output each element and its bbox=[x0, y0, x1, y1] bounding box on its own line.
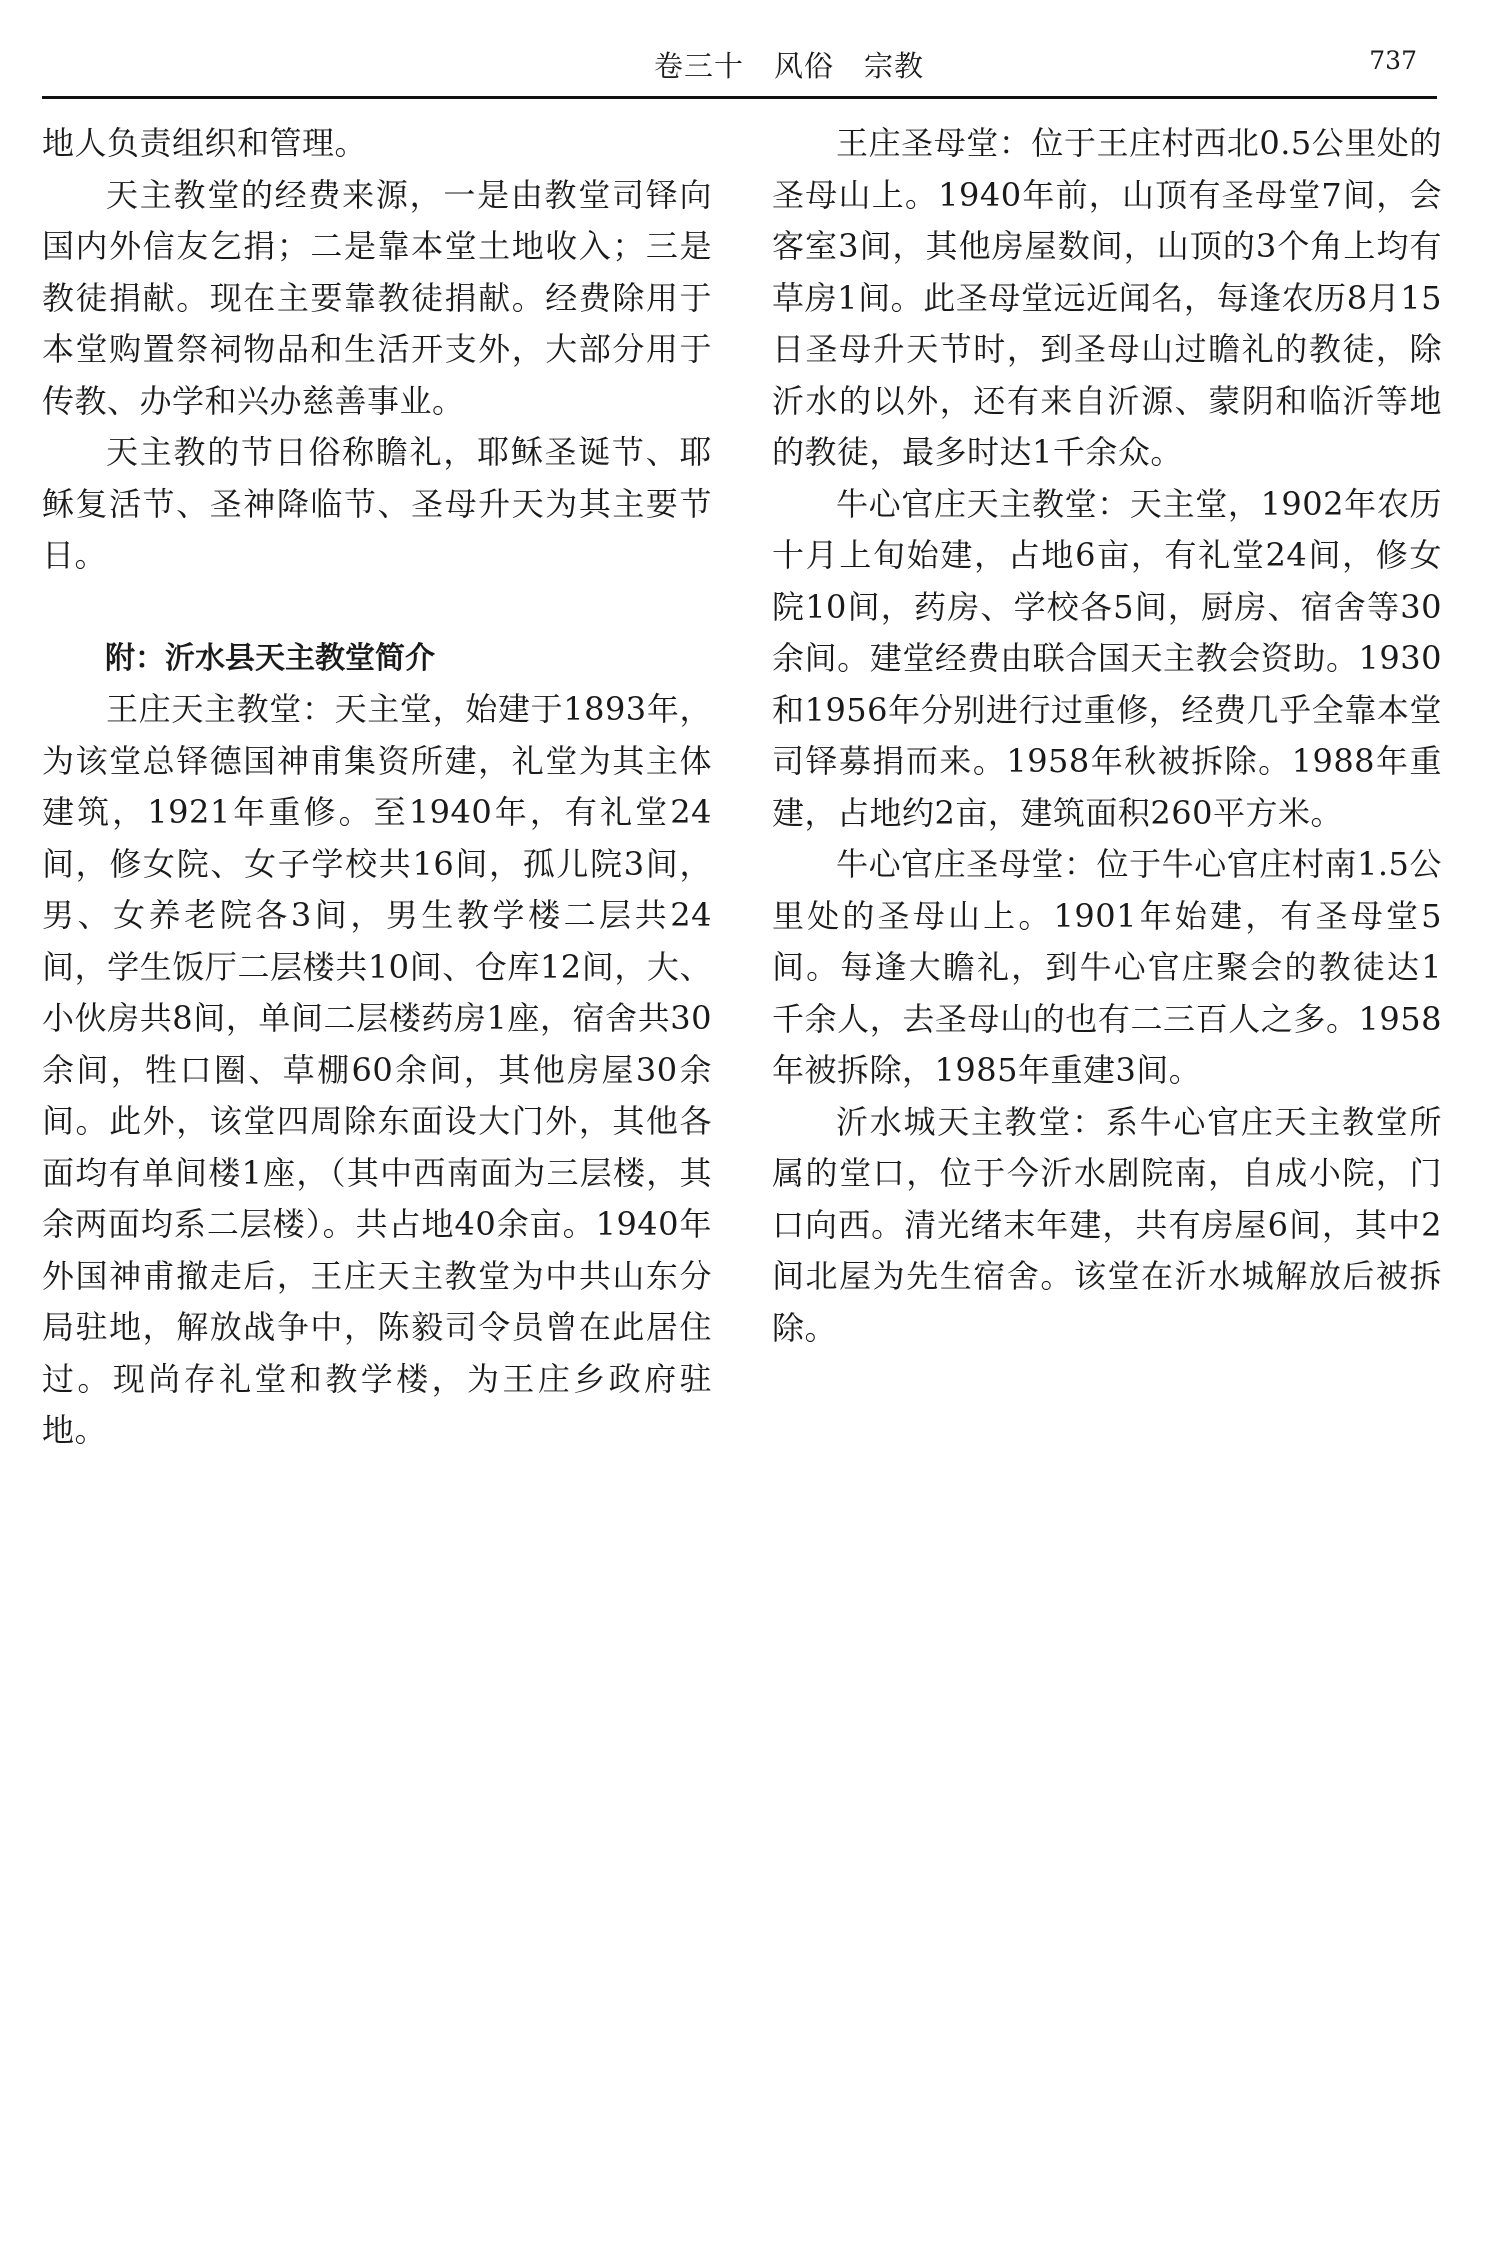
paragraph-wangzhuang-marian-hall: 王庄圣母堂：位于王庄村西北0.5公里处的圣母山上。1940年前，山顶有圣母堂7间，会客室3间，其他房屋数间，山顶的3个角上均有草房1间。此圣母堂远近闻名，每逢农历8月15日圣母升天节时，到圣母山过瞻礼的教徒，除沂水的以外，还有来自沂源、蒙阴和临沂等地的教徒，最多时达1千余众。 bbox=[772, 124, 1442, 471]
right-column bbox=[772, 118, 1442, 1354]
paragraph-festivals: 天主教的节日俗称瞻礼，耶稣圣诞节、耶稣复活节、圣神降临节、圣母升天为其主要节日。 bbox=[42, 433, 712, 574]
left-column bbox=[42, 118, 712, 1457]
paragraph-wangzhuang-church: 王庄天主教堂：天主堂，始建于1893年，为该堂总铎德国神甫集资所建，礼堂为其主体建筑，1921年重修。至1940年，有礼堂24间，修女院、女子学校共16间，孤儿院3间，男、女养老院各3间，男生教学楼二层共24间，学生饭厅二层楼共10间、仓库12间，大、小伙房共8间，单间二层楼药房1座，宿舍共30余间，牲口圈、草棚60余间，其他房屋30余间。此外，该堂四周除东面设大门外，其他各面均有单间楼1座，（其中西南面为三层楼，其余两面均系二层楼）。共占地40余亩。1940年外国神甫撤走后，王庄天主教堂为中共山东分局驻地，解放战争中，陈毅司令员曾在此居住过。现尚存礼堂和教学楼，为王庄乡政府驻地。 bbox=[42, 690, 712, 1449]
paragraph-funding: 天主教堂的经费来源，一是由教堂司铎向国内外信友乞捐；二是靠本堂土地收入；三是教徒捐献。现在主要靠教徒捐献。经费除用于本堂购置祭祠物品和生活开支外，大部分用于传教、办学和兴办慈善事业。 bbox=[42, 175, 712, 420]
page-number: 737 bbox=[1369, 46, 1417, 75]
appendix-heading: 附：沂水县天主教堂简介 bbox=[105, 640, 435, 676]
paragraph-continuation: 地人负责组织和管理。 bbox=[42, 124, 368, 162]
paragraph-niuxin-marian-hall: 牛心官庄圣母堂：位于牛心官庄村南1.5公里处的圣母山上。1901年始建，有圣母堂5间。每逢大瞻礼，到牛心官庄聚会的教徒达1千余人，去圣母山的也有二三百人之多。1958年被拆除，1985年重建3间。 bbox=[772, 845, 1442, 1089]
paragraph-yishui-city-church: 沂水城天主教堂：系牛心官庄天主教堂所属的堂口，位于今沂水剧院南，自成小院，门口向西。清光绪末年建，共有房屋6间，其中2间北屋为先生宿舍。该堂在沂水城解放后被拆除。 bbox=[772, 1102, 1442, 1347]
page-header bbox=[42, 38, 1437, 99]
running-header-title: 卷三十 风俗 宗教 bbox=[654, 49, 925, 83]
paragraph-niuxin-church: 牛心官庄天主教堂：天主堂，1902年农历十月上旬始建，占地6亩，有礼堂24间，修女院10间，药房、学校各5间，厨房、宿舍等30余间。建堂经费由联合国天主教会资助。1930和1956年分别进行过重修，经费几乎全靠本堂司铎募捐而来。1958年秋被拆除。1988年重建，占地约2亩，建筑面积260平方米。 bbox=[772, 484, 1442, 832]
